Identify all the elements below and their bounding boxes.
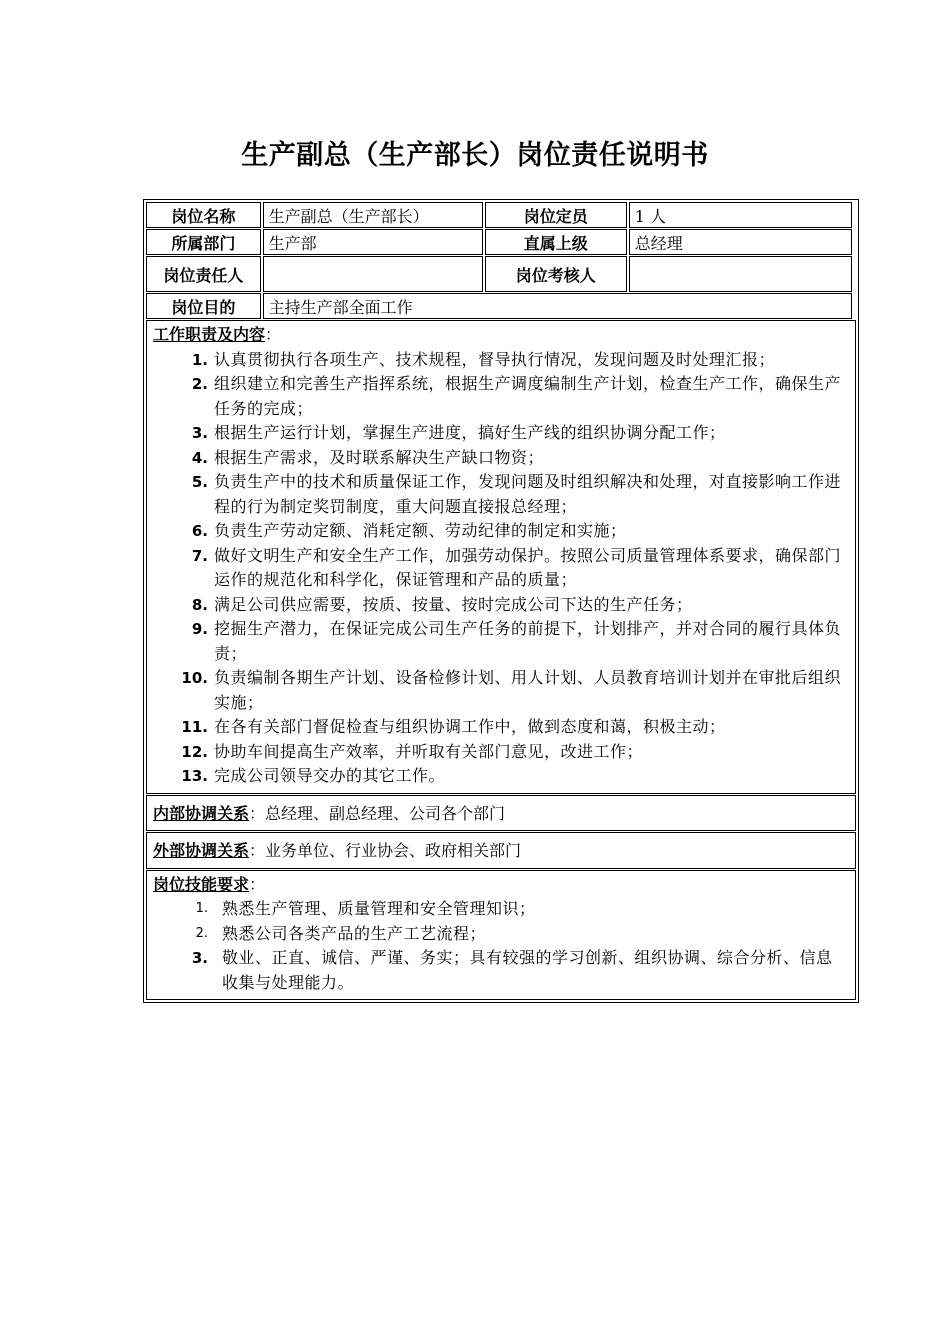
list-item — [153, 897, 849, 922]
list-item — [153, 666, 849, 715]
item-number: 4. — [191, 448, 208, 467]
item-text: 挖掘生产潜力，在保证完成公司生产任务的前提下，计划排产，并对合同的履行具体负责； — [214, 619, 842, 663]
item-number: 3. — [191, 424, 208, 442]
value-purpose: 主持生产部全面工作 — [263, 293, 852, 319]
value-assessor — [629, 256, 852, 292]
list-item — [153, 544, 849, 593]
row-responsible — [146, 256, 852, 292]
value-responsible-person — [263, 256, 483, 292]
label-headcount: 岗位定员 — [485, 202, 627, 228]
list-item — [153, 348, 849, 373]
item-text: 组织建立和完善生产指挥系统，根据生产调度编制生产计划，检查生产工作，确保生产任务的完成； — [214, 374, 842, 418]
item-text: 负责生产中的技术和质量保证工作，发现问题及时组织解决和处理，对直接影响工作进程的行为制定奖罚制度，重大问题直接报总经理； — [214, 472, 842, 516]
internal-relations-value: 总经理、副总经理、公司各个部门 — [265, 803, 506, 823]
internal-relations-section — [146, 795, 856, 832]
external-relations-heading: 外部协调关系 — [153, 841, 250, 860]
row-department — [146, 229, 852, 255]
document-title: 生产副总（生产部长）岗位责任说明书 — [241, 140, 709, 171]
item-number: 11. — [181, 718, 208, 736]
item-text: 做好文明生产和安全生产工作，加强劳动保护。按照公司质量管理体系要求，确保部门运作的规范化和科学化，保证管理和产品的质量； — [214, 545, 842, 589]
label-purpose: 岗位目的 — [146, 293, 261, 319]
skills-list — [153, 897, 849, 995]
label-assessor: 岗位考核人 — [485, 256, 627, 292]
job-description-form — [143, 199, 859, 1003]
list-item — [153, 715, 849, 740]
item-number: 5. — [191, 473, 208, 491]
header-table — [144, 201, 854, 320]
label-department: 所属部门 — [146, 229, 261, 255]
external-relations-colon: ： — [249, 841, 266, 860]
item-text: 完成公司领导交办的其它工作。 — [214, 766, 446, 785]
duties-list — [153, 348, 849, 789]
item-number: 6. — [191, 522, 208, 540]
internal-relations-heading: 内部协调关系 — [153, 803, 250, 823]
duties-heading: 工作职责及内容 — [153, 325, 266, 344]
list-item — [153, 922, 849, 947]
item-number: 1. — [195, 901, 208, 916]
row-purpose — [146, 293, 852, 319]
item-text: 敬业、正直、诚信、严谨、务实；具有较强的学习创新、组织协调、综合分析、信息收集与处理能力。 — [222, 948, 833, 992]
list-item — [153, 617, 849, 666]
item-text: 认真贯彻执行各项生产、技术规程，督导执行情况，发现问题及时处理汇报； — [214, 349, 776, 369]
item-text: 负责编制各期生产计划、设备检修计划、用人计划、人员教育培训计划并在审批后组织实施； — [214, 668, 842, 712]
list-item — [153, 740, 849, 765]
row-position-name — [146, 202, 852, 228]
item-number: 13. — [181, 767, 208, 785]
external-relations-value: 业务单位、行业协会、政府相关部门 — [265, 841, 522, 860]
list-item — [153, 372, 849, 421]
item-number: 12. — [181, 742, 208, 761]
value-supervisor: 总经理 — [629, 229, 852, 255]
item-text: 熟悉公司各类产品的生产工艺流程； — [222, 923, 487, 943]
item-number: 7. — [191, 546, 208, 565]
item-text: 熟悉生产管理、质量管理和安全管理知识； — [222, 899, 536, 918]
item-number: 3. — [191, 949, 208, 967]
duties-colon: ： — [265, 325, 282, 344]
list-item — [153, 470, 849, 519]
label-position-name: 岗位名称 — [146, 202, 261, 228]
item-text: 在各有关部门督促检查与组织协调工作中，做到态度和蔼，积极主动； — [214, 717, 726, 736]
item-text: 根据生产需求，及时联系解决生产缺口物资； — [214, 447, 545, 467]
external-relations-section — [146, 832, 856, 869]
item-number: 10. — [181, 669, 208, 687]
item-number: 2. — [195, 925, 208, 941]
item-number: 2. — [191, 375, 208, 393]
list-item — [153, 593, 849, 618]
item-text: 协助车间提高生产效率，并听取有关部门意见，改进工作； — [214, 741, 644, 761]
item-text: 满足公司供应需要，按质、按量、按时完成公司下达的生产任务； — [214, 594, 693, 614]
skills-section — [146, 870, 856, 1001]
skills-colon: ： — [249, 874, 266, 894]
list-item — [153, 421, 849, 446]
item-number: 1. — [191, 350, 208, 369]
skills-heading: 岗位技能要求 — [153, 874, 250, 894]
item-number: 8. — [191, 595, 208, 614]
duties-section — [146, 320, 856, 794]
item-text: 根据生产运行计划，掌握生产进度，搞好生产线的组织协调分配工作； — [214, 423, 726, 442]
value-position-name: 生产副总（生产部长） — [263, 202, 483, 228]
internal-relations-colon: ： — [249, 803, 266, 823]
list-item — [153, 946, 849, 995]
item-number: 9. — [191, 620, 208, 638]
value-department: 生产部 — [263, 229, 483, 255]
list-item — [153, 446, 849, 471]
label-supervisor: 直属上级 — [485, 229, 627, 255]
item-text: 负责生产劳动定额、消耗定额、劳动纪律的制定和实施； — [214, 521, 627, 540]
value-headcount: 1 人 — [629, 202, 852, 228]
label-responsible-person: 岗位责任人 — [146, 256, 261, 292]
list-item — [153, 519, 849, 544]
list-item — [153, 764, 849, 789]
